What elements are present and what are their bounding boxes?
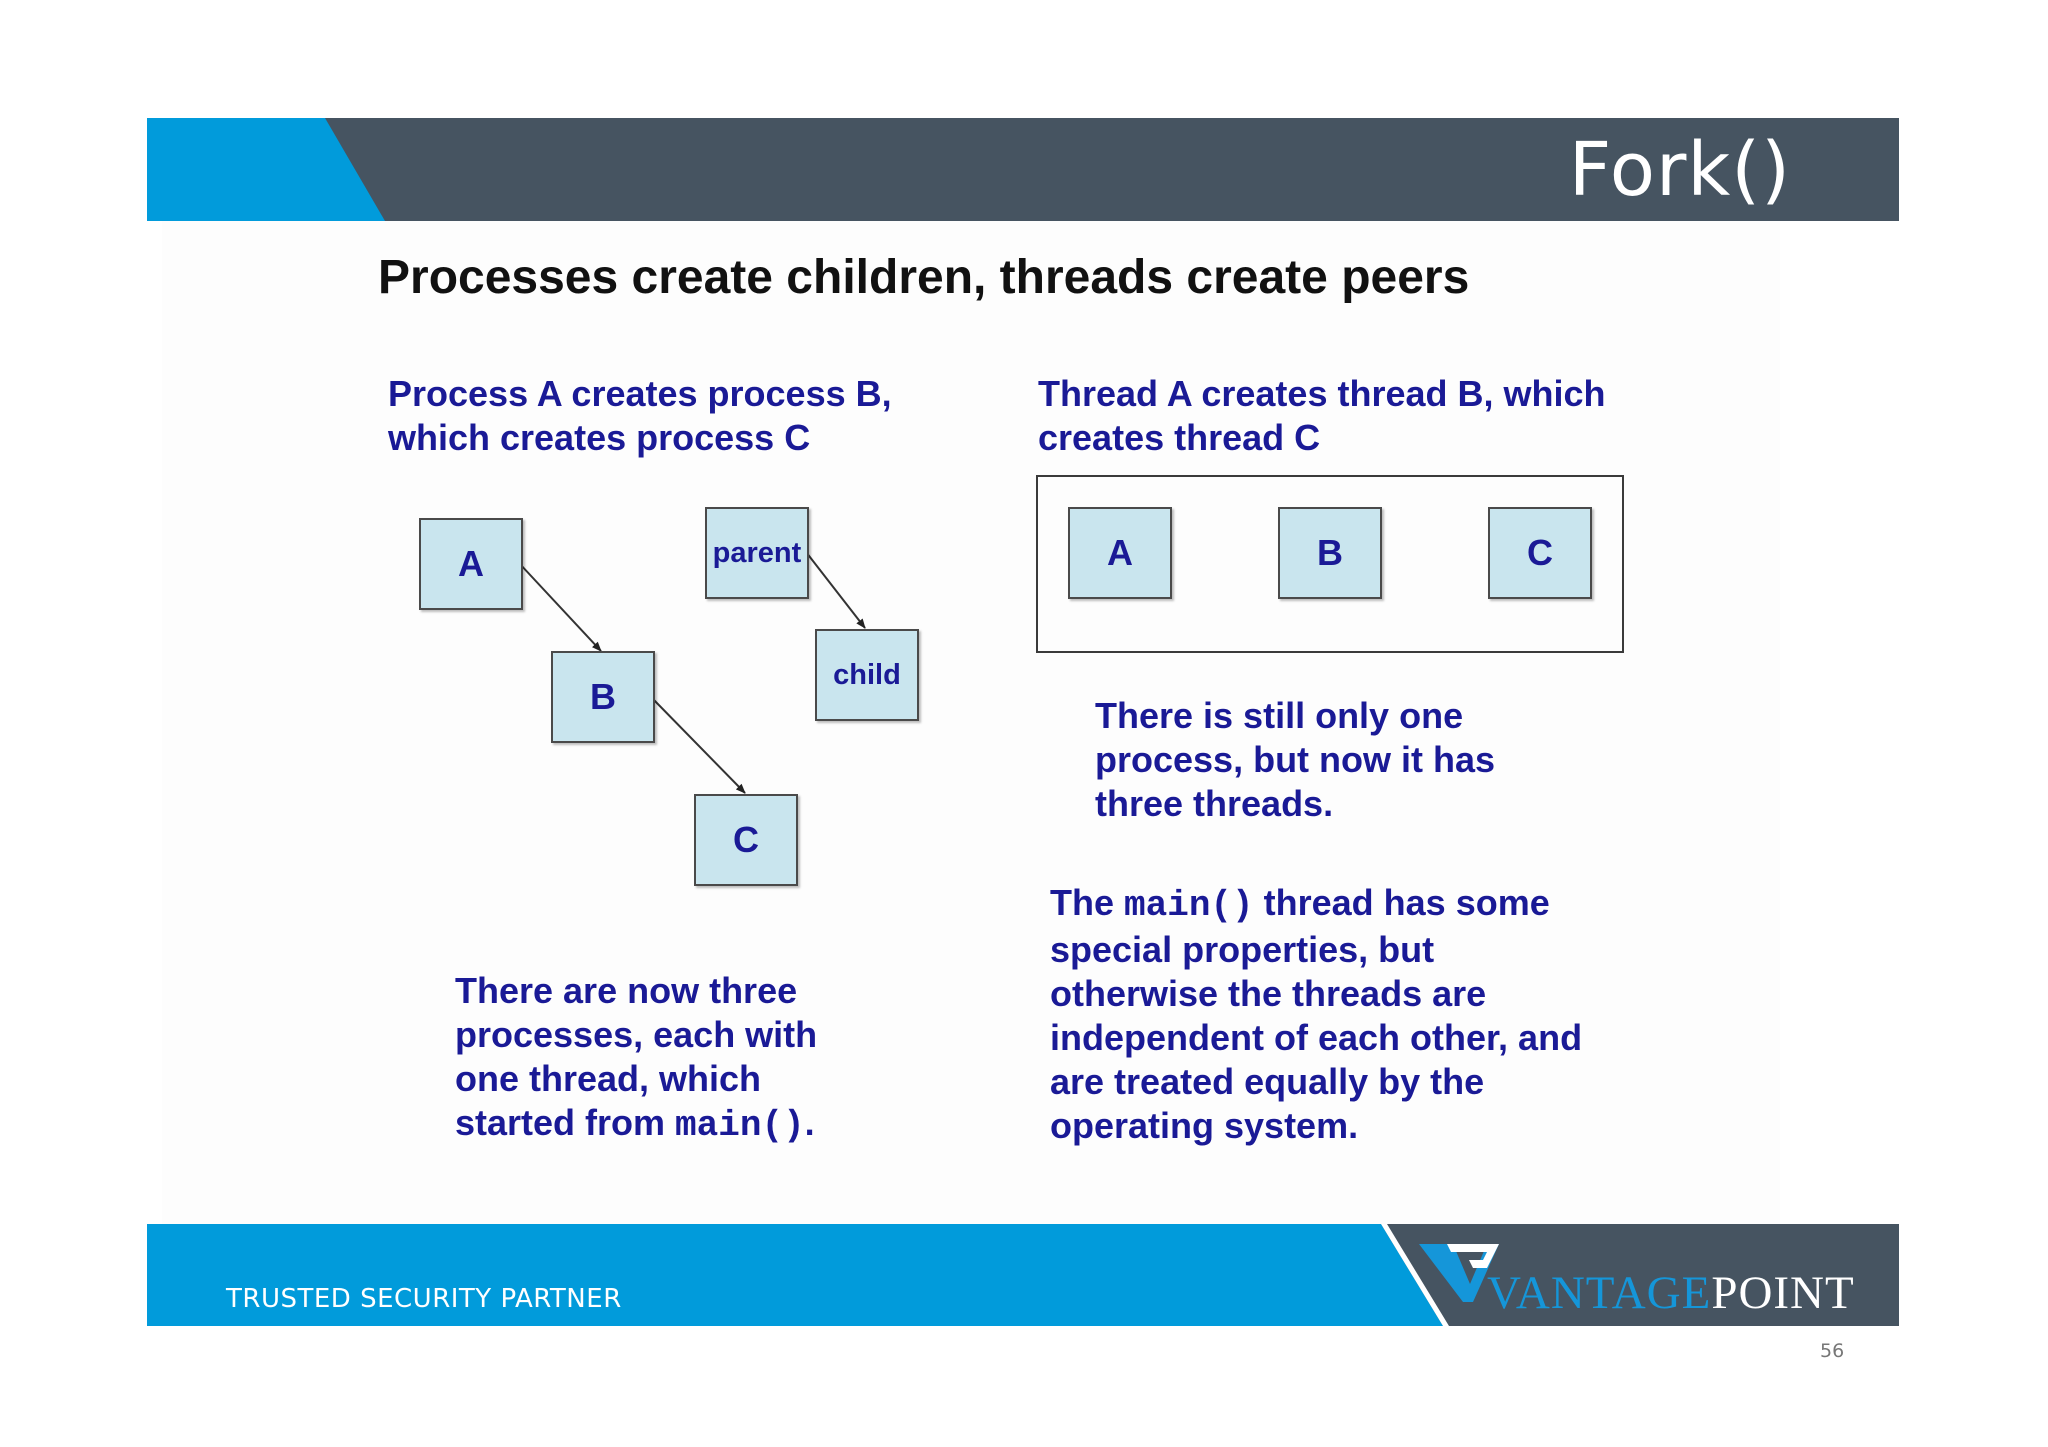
thread-caption: Thread A creates thread B, which creates thread C — [1038, 373, 1606, 458]
vantagepoint-logo-text: VANTAGEPOINT — [1487, 1267, 1855, 1319]
thread-note-rest: special properties, but otherwise the threads are independent of each other, and are treated equally by the operating system. — [1050, 929, 1583, 1146]
process-box-b: B — [551, 651, 655, 743]
arrow-parent-to-child — [806, 552, 865, 628]
thread-box-b: B — [1278, 507, 1382, 599]
process-box-a: A — [419, 518, 523, 610]
page-number: 56 — [1820, 1340, 1845, 1362]
process-box-c: C — [694, 794, 798, 886]
process-note-three-processes: There are now three processes, each with one thread, which started from main(). — [455, 970, 818, 1146]
arrow-a-to-b — [519, 563, 601, 651]
thread-box-c: C — [1488, 507, 1592, 599]
main-code: main() — [675, 1105, 805, 1146]
thread-note-first-line: The main() thread has some — [1050, 882, 1550, 926]
diagram-heading: Processes create children, threads create peers — [378, 251, 1470, 304]
footer-tagline: TRUSTED SECURITY PARTNER — [226, 1284, 622, 1314]
thread-box-a: A — [1068, 507, 1172, 599]
process-box-parent: parent — [705, 507, 809, 599]
process-box-child: child — [815, 629, 919, 721]
slide-title: Fork() — [1568, 127, 1791, 213]
arrow-b-to-c — [651, 697, 745, 793]
process-caption: Process A creates process B, which creates process C — [388, 373, 892, 458]
thread-note-main-properties — [1050, 881, 1582, 1148]
main-code: main() — [1124, 885, 1254, 926]
footer-band — [147, 1224, 1899, 1326]
thread-note-one-process: There is still only one process, but now it has three threads. — [1095, 695, 1496, 824]
